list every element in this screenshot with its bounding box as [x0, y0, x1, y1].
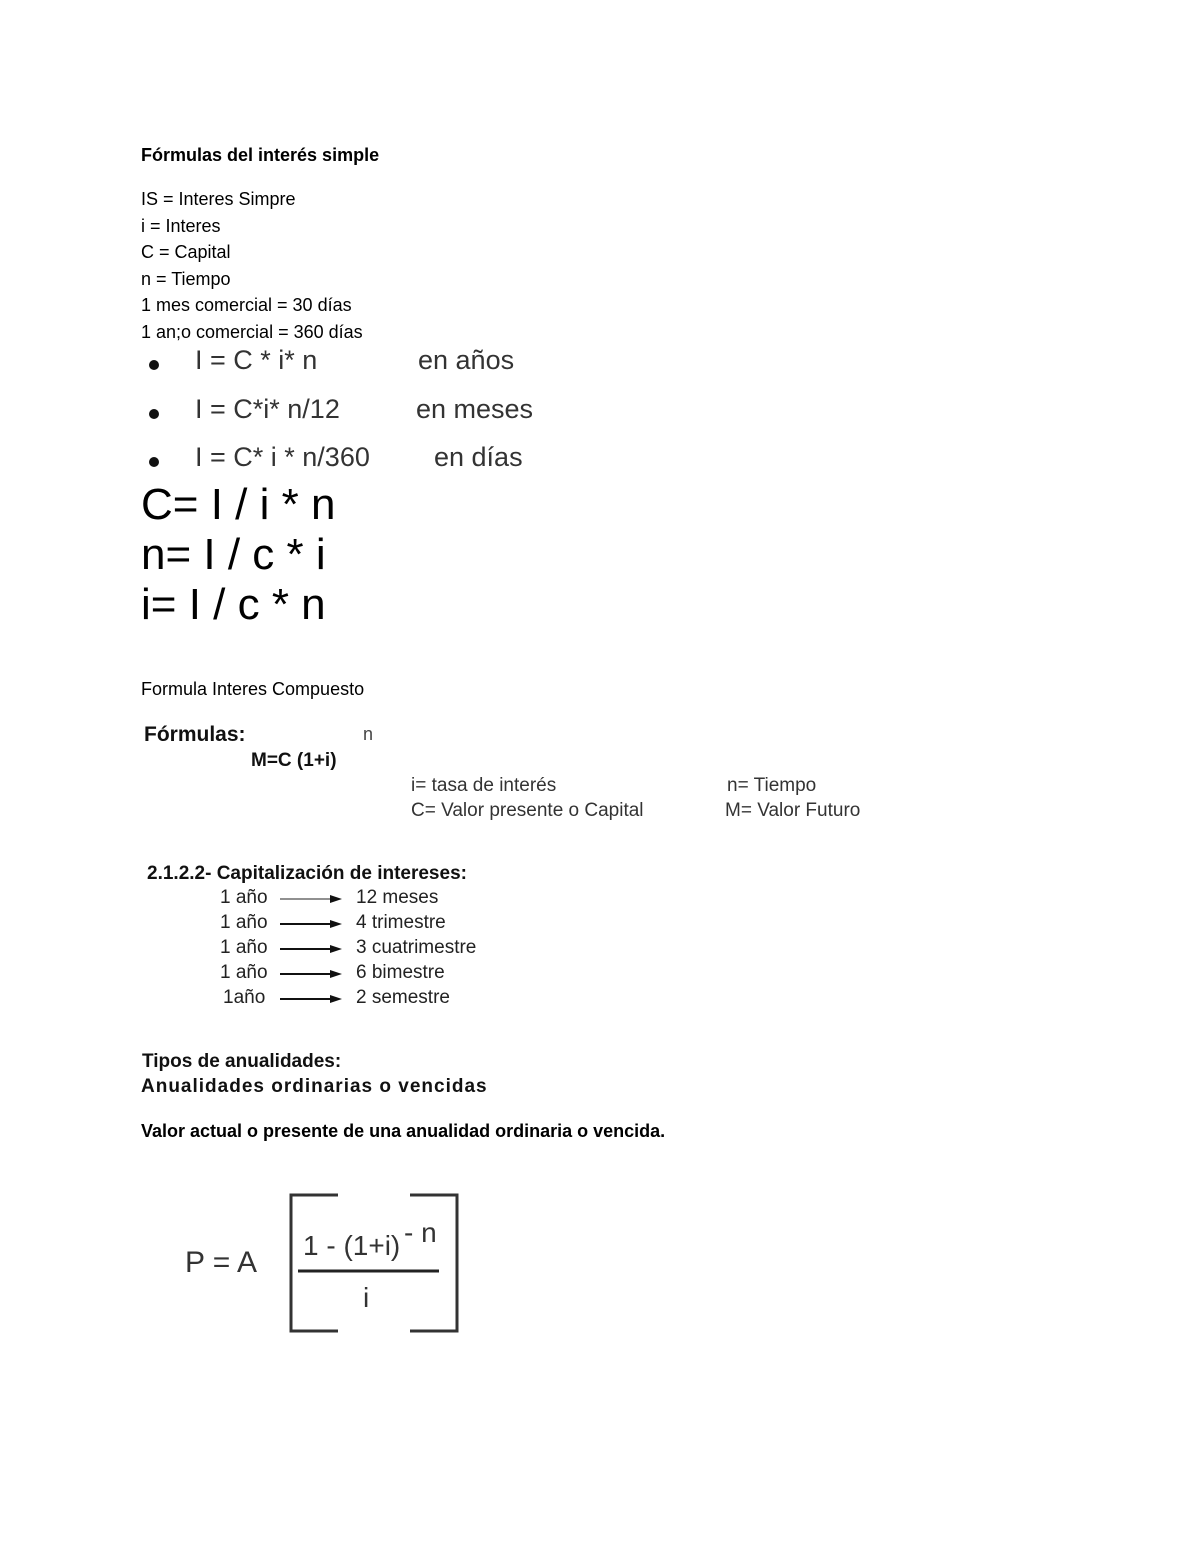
- derived-formula: C= I / i * n: [141, 480, 336, 529]
- arrow-right-icon: [280, 894, 342, 904]
- simple-interest-title: Fórmulas del interés simple: [141, 145, 380, 165]
- compound-formula: M=C (1+i): [251, 750, 337, 771]
- arrow-right-icon: [280, 969, 342, 979]
- definition-item: i = Interes: [141, 215, 221, 236]
- bullet-item: [145, 345, 605, 394]
- formula-exponent: n: [363, 724, 374, 744]
- period-right: 4 trimestre: [356, 912, 446, 933]
- bullet-formula: I = C * i* n: [195, 345, 318, 375]
- bullet-formula: I = C*i* n/12: [195, 393, 340, 424]
- period-right: 12 meses: [356, 887, 439, 908]
- bullet-formula: I = C* i * n/360: [195, 442, 370, 472]
- capitalization-title: 2.1.2.2- Capitalización de intereses:: [147, 863, 467, 884]
- left-bracket-icon: [291, 1195, 338, 1331]
- formula-numerator: 1 - (1+i): [303, 1230, 401, 1261]
- compound-interest-title: Formula Interes Compuesto: [141, 679, 365, 699]
- capitalization-list: [218, 887, 538, 1012]
- period-left: 1 año: [220, 937, 268, 958]
- capitalization-row: [218, 987, 538, 1012]
- legend-future-value: M= Valor Futuro: [725, 800, 861, 821]
- definition-item: 1 an;o comercial = 360 días: [141, 321, 363, 342]
- legend-rate: i= tasa de interés: [411, 775, 557, 796]
- bullet-icon: [149, 360, 159, 370]
- definition-item: C = Capital: [141, 242, 231, 262]
- period-left: 1 año: [220, 912, 268, 933]
- right-bracket-icon: [410, 1195, 457, 1331]
- capitalization-row: [218, 962, 538, 987]
- arrow-right-icon: [280, 994, 342, 1004]
- annuity-subtitle: Anualidades ordinarias o vencidas: [141, 1076, 488, 1097]
- period-right: 3 cuatrimestre: [356, 937, 477, 958]
- present-value-title: Valor actual o presente de una anualidad ordinaria o vencida.: [141, 1121, 666, 1141]
- annuity-types-title: Tipos de anualidades:: [142, 1051, 342, 1072]
- derived-formulas: [141, 480, 335, 630]
- present-value-formula: [170, 1185, 470, 1340]
- bullet-item: [145, 394, 605, 443]
- definitions-list: [141, 186, 363, 345]
- period-right: 2 semestre: [356, 987, 450, 1008]
- formula-exponent: - n: [404, 1217, 437, 1248]
- simple-formula-bullets: [145, 345, 605, 491]
- derived-formula: i= I / c * n: [141, 580, 326, 629]
- legend-capital: C= Valor presente o Capital: [411, 800, 644, 821]
- definition-item: n = Tiempo: [141, 268, 231, 289]
- definition-item: 1 mes comercial = 30 días: [141, 295, 352, 315]
- capitalization-row: [218, 912, 538, 937]
- derived-formula: n= I / c * i: [141, 530, 326, 579]
- arrow-right-icon: [280, 919, 342, 929]
- legend-time: n= Tiempo: [727, 775, 817, 796]
- capitalization-row: [218, 887, 538, 912]
- period-right: 6 bimestre: [356, 962, 445, 983]
- bullet-icon: [149, 457, 159, 467]
- capitalization-row: [218, 937, 538, 962]
- formula-denominator: i: [363, 1282, 370, 1313]
- formulas-label: Fórmulas:: [144, 723, 246, 746]
- arrow-right-icon: [280, 944, 342, 954]
- bullet-icon: [149, 409, 159, 419]
- period-left: 1 año: [220, 887, 268, 908]
- bullet-unit: en días: [434, 442, 523, 472]
- formula-lhs: P = A: [185, 1246, 258, 1279]
- definition-item: IS = Interes Simpre: [141, 189, 296, 209]
- bullet-unit: en meses: [416, 393, 534, 424]
- bullet-unit: en años: [418, 345, 515, 375]
- period-left: 1 año: [220, 962, 268, 983]
- period-left: 1año: [223, 987, 266, 1008]
